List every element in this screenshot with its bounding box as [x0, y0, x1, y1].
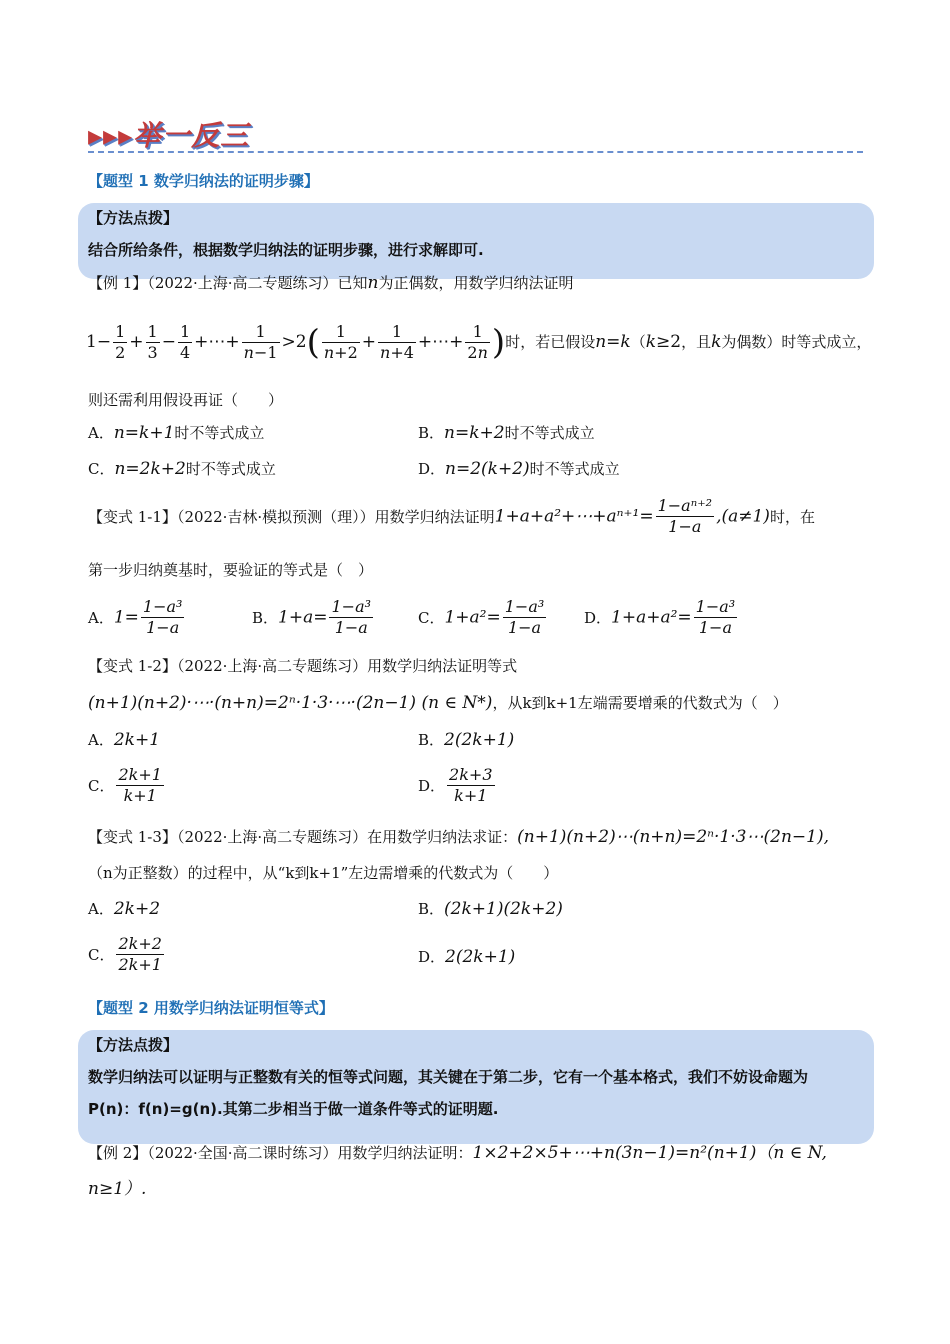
option-den: 2k+1	[118, 955, 162, 974]
ex1-formula: 1− $\frac{1}{2}$ + $\frac{1}{3}$ − $\frac{1}{4}$ +⋯+ $\frac{1}{n-1}$ >2( $\frac{1}{n+2}$ + $\frac{1}{n+4}$ +⋯+ $\frac{1}{2n}$ )时，若已假设n=k（k≥2，且k为偶数）时等式成立，	[86, 322, 872, 363]
v13-option-c[interactable]	[88, 934, 166, 975]
ex1-option-c[interactable]	[88, 458, 276, 479]
method2-box	[78, 1030, 874, 1144]
ex2-formula: 1×2+2×5+⋯+n(3n−1)=n²(n+1)（n ∈ N,	[472, 1143, 827, 1163]
option-math: n=2(k+2)	[445, 459, 530, 479]
option-letter: C．	[88, 946, 115, 964]
option-lhs: 1+a+a²=	[611, 607, 692, 628]
ex2-source: （2022·全国·高二课时练习）用数学归纳法证明：	[147, 1144, 473, 1162]
option-math: n=k+2	[444, 423, 505, 443]
option-math: 2(2k+1)	[444, 730, 515, 750]
option-text: 时不等式成立	[185, 460, 276, 478]
v11-option-a[interactable]	[88, 597, 186, 638]
option-letter: D．	[418, 777, 446, 795]
option-den: k+1	[454, 786, 488, 805]
option-num: 1−a³	[695, 597, 736, 616]
v11-den: 1−a	[668, 517, 702, 536]
v11-option-b[interactable]	[252, 597, 375, 638]
type1-title: 【题型 1 数学归纳法的证明步骤】	[88, 172, 319, 190]
v12-option-c[interactable]	[88, 765, 166, 806]
option-text: 时不等式成立	[529, 460, 620, 478]
v12-option-a[interactable]	[88, 729, 160, 750]
v11-source: （2022·吉林·模拟预测（理））用数学归纳法证明	[176, 508, 495, 526]
v11-math: 1+a+a²+⋯+aⁿ⁺¹=	[494, 506, 654, 527]
option-letter: C．	[88, 460, 115, 478]
option-text: 时不等式成立	[504, 424, 595, 442]
header-dashed-divider	[88, 151, 863, 153]
option-den: 1−a	[334, 618, 368, 637]
v13-option-b[interactable]	[418, 898, 563, 919]
v12-tail: ，从k到k+1左端需要增乘的代数式为（ ）	[492, 694, 788, 712]
option-lhs: 1+a²=	[444, 607, 501, 628]
option-math: (2k+1)(2k+2)	[444, 899, 563, 919]
v12-stem	[88, 655, 517, 676]
v13-stem	[88, 826, 829, 847]
ex2-label: 【例 2】	[88, 1144, 148, 1162]
ex1-cond-end2: 为偶数）时等式成立，	[721, 333, 872, 351]
option-letter: D．	[418, 948, 446, 966]
v12-option-b[interactable]	[418, 729, 514, 750]
option-math: n=2k+2	[114, 459, 186, 479]
option-num: 2k+2	[118, 934, 162, 953]
ex1-label: 【例 1】	[88, 274, 148, 292]
ex1-cond-text: 时，若已假设	[505, 333, 596, 351]
ex2-stem	[88, 1138, 827, 1163]
option-letter: B．	[252, 609, 279, 627]
v12-formula: (n+1)(n+2)·⋯·(n+n)=2ⁿ·1·3·⋯·(2n−1) (n ∈ N*)	[88, 693, 493, 713]
option-letter: C．	[88, 777, 115, 795]
method1-text: 结合所给条件，根据数学归纳法的证明步骤，进行求解即可.	[88, 241, 484, 259]
option-letter: D．	[418, 460, 446, 478]
option-lhs: 1=	[113, 607, 139, 628]
ex1-cond-end: ，且	[681, 333, 712, 351]
section-header-title: ▸▸▸举一反三	[88, 119, 250, 152]
ex1-option-a[interactable]	[88, 422, 264, 443]
v11-cond: ,(a≠1)	[716, 506, 770, 527]
ex2-line2-text: n≥1）.	[88, 1179, 147, 1199]
option-den: 1−a	[146, 618, 180, 637]
v13-option-a[interactable]	[88, 898, 160, 919]
option-letter: B．	[418, 731, 445, 749]
method2-head: 【方法点拨】	[88, 1036, 179, 1054]
v11-option-d[interactable]	[584, 597, 739, 638]
ex1-stem-tail: 为正偶数，用数学归纳法证明	[378, 274, 574, 292]
option-letter: A．	[88, 424, 114, 442]
option-letter: D．	[584, 609, 612, 627]
type2-title: 【题型 2 用数学归纳法证明恒等式】	[88, 999, 334, 1017]
v11-option-c[interactable]	[418, 597, 548, 638]
v11-label: 【变式 1-1】	[88, 508, 177, 526]
v11-line2: 第一步归纳奠基时，要验证的等式是（ ）	[88, 561, 374, 579]
option-math: 2k+1	[113, 730, 161, 750]
v12-formula-line	[88, 692, 788, 713]
v12-label: 【变式 1-2】	[88, 657, 177, 675]
option-num: 2k+3	[449, 765, 493, 784]
v13-source: （2022·上海·高二专题练习）在用数学归纳法求证：	[176, 828, 518, 846]
option-den: 1−a	[507, 618, 542, 637]
option-letter: B．	[418, 900, 445, 918]
option-lhs: 1+a=	[278, 607, 328, 628]
ex1-cond-mid: （	[630, 333, 646, 351]
method1-box	[78, 203, 874, 279]
option-math: n=k+1	[113, 423, 175, 443]
option-den: k+1	[123, 786, 157, 805]
option-num: 2k+1	[118, 765, 162, 784]
option-letter: B．	[418, 424, 445, 442]
option-letter: C．	[418, 609, 445, 627]
ex1-stem: 【例 1】（2022·上海·高二专题练习）已知n为正偶数，用数学归纳法证明	[88, 273, 574, 293]
v11-num: 1−aⁿ⁺²	[657, 496, 713, 515]
option-letter: A．	[88, 609, 114, 627]
option-text: 时不等式成立	[174, 424, 265, 442]
v12-option-d[interactable]	[418, 765, 497, 806]
v11-tail: 时，在	[769, 508, 815, 526]
method1-head: 【方法点拨】	[88, 209, 179, 227]
option-letter: A．	[88, 731, 114, 749]
option-letter: A．	[88, 900, 114, 918]
ex1-formula-left: 1−	[86, 332, 112, 352]
v13-formula: (n+1)(n+2)⋯(n+n)=2ⁿ·1·3⋯(2n−1),	[517, 827, 829, 847]
ex1-source: （2022·上海·高二专题练习）已知	[147, 274, 368, 292]
ex1-option-b[interactable]	[418, 422, 595, 443]
option-num: 1−a³	[504, 597, 545, 616]
ex1-line3: 则还需利用假设再证（ ）	[88, 391, 284, 409]
v13-line2: （n为正整数）的过程中，从“k到k+1”左边需增乘的代数式为（ ）	[88, 864, 559, 882]
option-math: 2k+2	[113, 899, 161, 919]
v11-stem	[88, 496, 815, 537]
v12-source: （2022·上海·高二专题练习）用数学归纳法证明等式	[176, 657, 518, 675]
option-math: 2(2k+1)	[445, 947, 516, 967]
ex1-option-d[interactable]	[418, 458, 620, 479]
v13-option-d[interactable]	[418, 946, 515, 967]
option-num: 1−a³	[142, 597, 183, 616]
option-num: 1−a³	[331, 597, 372, 616]
v13-label: 【变式 1-3】	[88, 828, 177, 846]
ex2-line2	[88, 1174, 146, 1199]
option-den: 1−a	[698, 618, 732, 637]
method2-text: 数学归纳法可以证明与正整数有关的恒等式问题，其关键在于第二步，它有一个基本格式，我们不妨设命题为 P(n)：f(n)=g(n).其第二步相当于做一道条件等式的证明题.	[88, 1068, 809, 1118]
